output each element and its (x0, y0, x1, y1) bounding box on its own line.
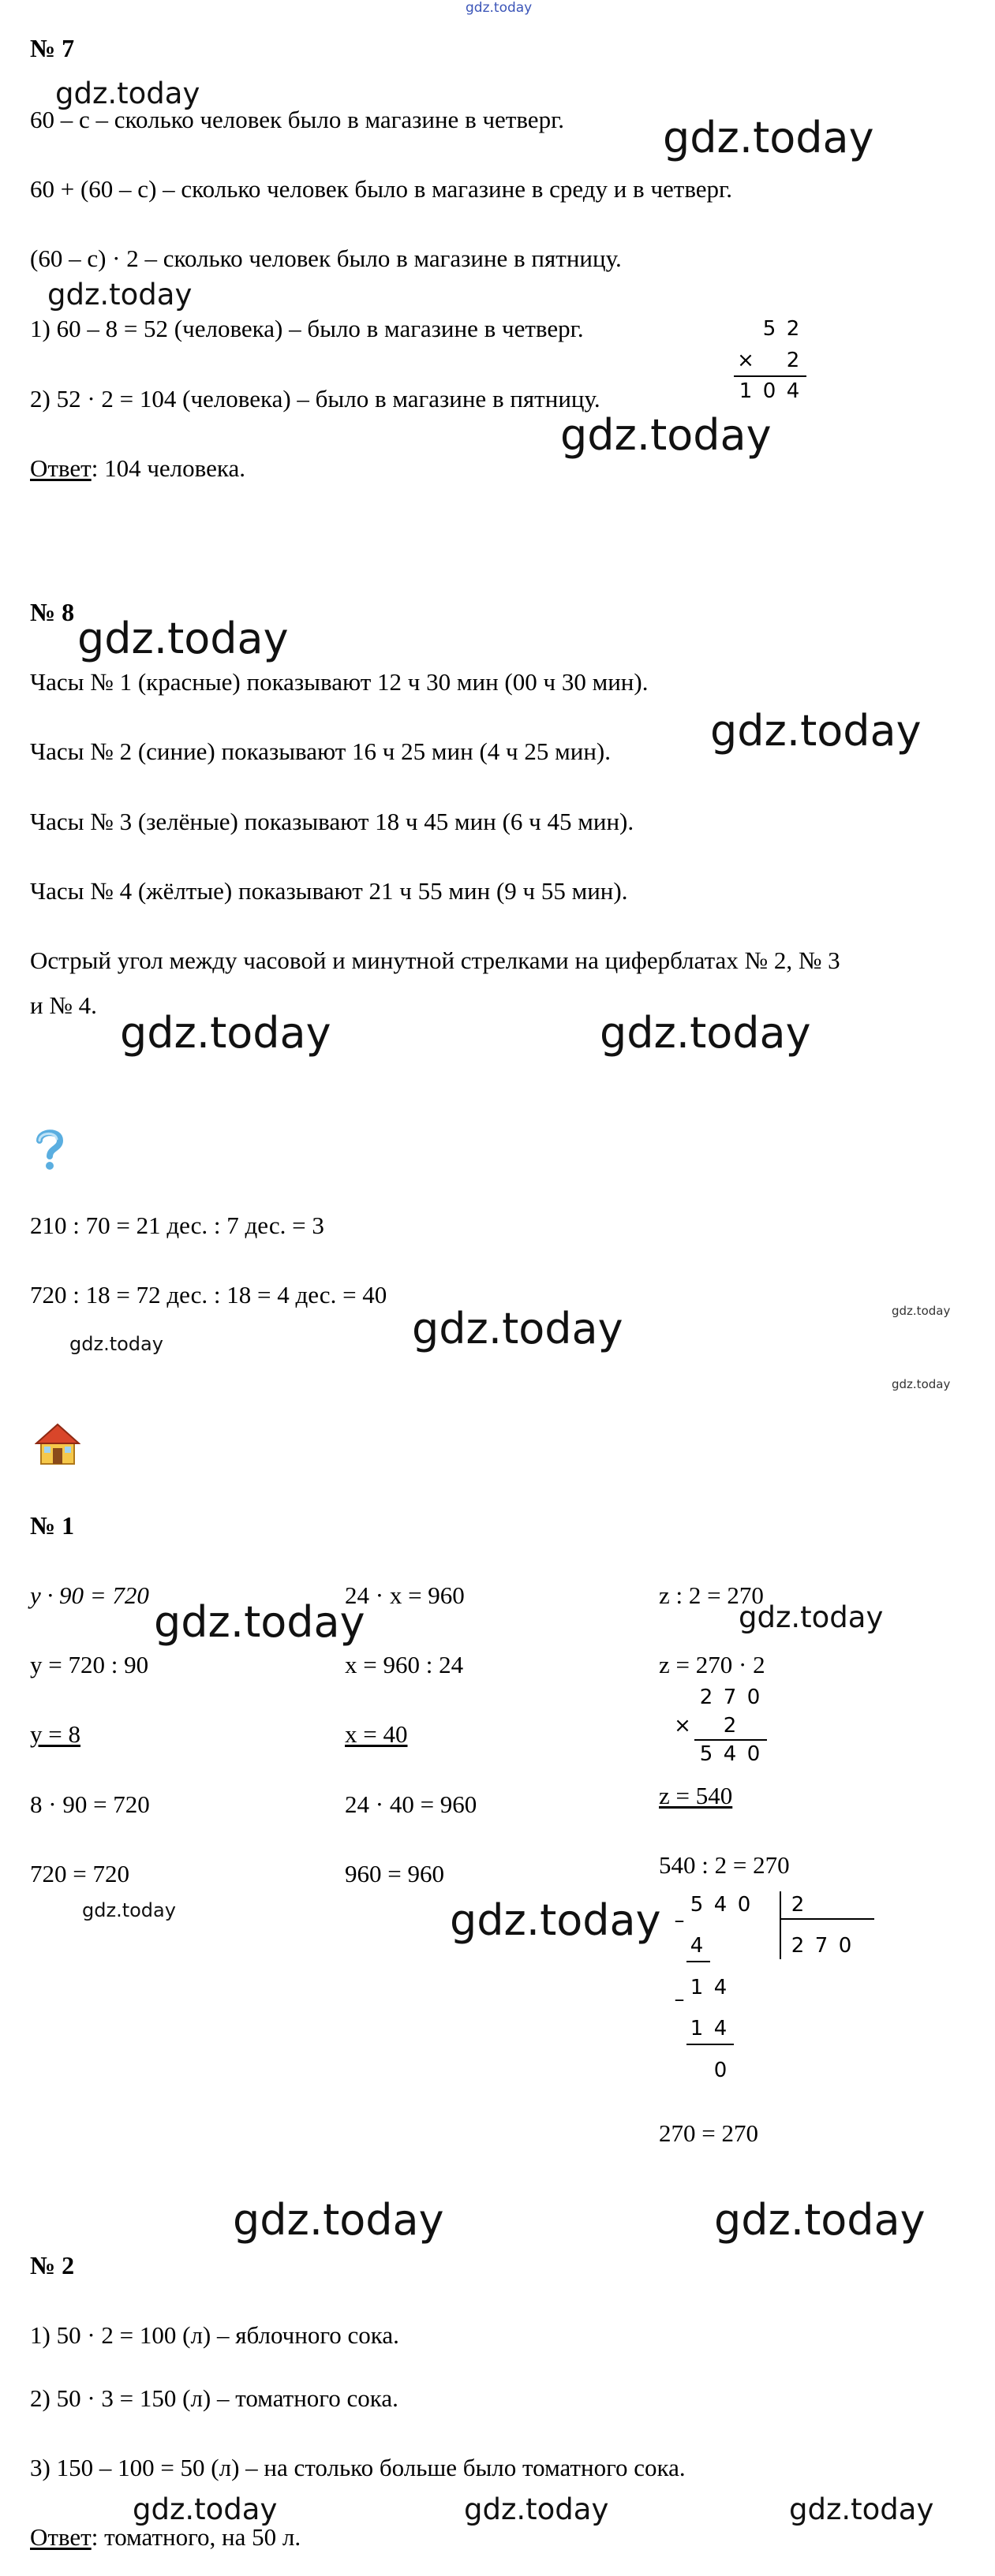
mult-result: 5 4 0 (699, 1742, 761, 1766)
equation-answer: x = 40 (345, 1720, 408, 1748)
div-step: 1 4 (690, 1976, 728, 1999)
watermark: gdz.today (450, 1895, 661, 1945)
task7-line: 1) 60 – 8 = 52 (человека) – было в магазине в четверг. (30, 315, 584, 342)
watermark: gdz.today (133, 2492, 278, 2526)
task2-line: 1) 50 · 2 = 100 (л) – яблочного сока. (30, 2321, 399, 2349)
watermark: gdz.today (892, 1304, 951, 1318)
question-mark-icon (32, 1128, 66, 1172)
equation: 24 · x = 960 (345, 1581, 465, 1609)
mult-row: × 2 (674, 1714, 737, 1738)
task8-line: Часы № 3 (зелёные) показывают 18 ч 45 мин (6 ч 45 мин). (30, 808, 634, 835)
equation-check: 270 = 270 (659, 2119, 758, 2147)
home-task1-heading: № 1 (30, 1511, 75, 1540)
question-line: 720 : 18 = 72 дес. : 18 = 4 дес. = 40 (30, 1281, 387, 1309)
task2-line: 3) 150 – 100 = 50 (л) – на столько больше было томатного сока. (30, 2454, 686, 2481)
task7-line: 60 – с – сколько человек было в магазине в четверг. (30, 106, 565, 133)
watermark: gdz.today (77, 614, 289, 663)
task7-line: 2) 52 · 2 = 104 (человека) – было в магазине в пятницу. (30, 385, 600, 413)
div-dividend: 5 4 0 (690, 1893, 751, 1917)
div-divisor: 2 (791, 1893, 805, 1917)
div-step: 1 4 (690, 2017, 728, 2040)
mult-line (694, 1739, 767, 1741)
watermark: gdz.today (892, 1377, 951, 1391)
answer-label: Ответ (30, 2523, 92, 2551)
home-task2-heading: № 2 (30, 2251, 75, 2279)
task8-line: Часы № 2 (синие) показывают 16 ч 25 мин (4 ч 25 мин). (30, 737, 611, 765)
answer-text: : 104 человека. (91, 454, 245, 482)
calc-result: 1 0 4 (739, 379, 800, 403)
watermark: gdz.today (120, 1008, 331, 1058)
answer-label: Ответ (30, 454, 92, 482)
calc-row: 5 2 (762, 317, 800, 341)
watermark: gdz.today (600, 1008, 811, 1058)
mult-row: 2 7 0 (699, 1686, 761, 1709)
question-line: 210 : 70 = 21 дес. : 7 дес. = 3 (30, 1211, 324, 1239)
div-step: 4 (690, 1934, 704, 1958)
task2-answer (30, 2522, 301, 2552)
div-remainder: 0 (713, 2059, 728, 2082)
watermark: gdz.today (714, 2195, 926, 2245)
equation-answer: y = 8 (30, 1720, 80, 1748)
watermark: gdz.today (82, 1899, 176, 1921)
watermark-top: gdz.today (466, 0, 533, 16)
div-line (686, 2044, 734, 2045)
calc-line (734, 375, 806, 377)
task7-line: 60 + (60 – с) – сколько человек было в магазине в среду и в четверг. (30, 175, 733, 203)
watermark: gdz.today (47, 278, 193, 312)
div-minus: – (674, 1988, 685, 2011)
equation-check: 8 · 90 = 720 (30, 1790, 150, 1818)
div-minus: – (674, 1909, 685, 1932)
equation: y = 720 : 90 (30, 1651, 149, 1678)
div-quotient: 2 7 0 (791, 1934, 852, 1958)
watermark: gdz.today (233, 2195, 444, 2245)
answer-text: : томатного, на 50 л. (91, 2523, 301, 2551)
watermark: gdz.today (739, 1600, 884, 1634)
equation-check: 720 = 720 (30, 1860, 129, 1887)
watermark: gdz.today (55, 77, 200, 110)
equation-check: 540 : 2 = 270 (659, 1851, 790, 1879)
task7-answer (30, 454, 245, 483)
house-icon (35, 1421, 80, 1467)
task7-heading: № 7 (30, 34, 75, 62)
watermark: gdz.today (464, 2492, 609, 2526)
watermark: gdz.today (789, 2492, 934, 2526)
equation-answer: z = 540 (659, 1782, 733, 1809)
watermark: gdz.today (69, 1333, 163, 1355)
watermark: gdz.today (154, 1597, 365, 1647)
watermark: gdz.today (710, 706, 922, 756)
equation: y · 90 = 720 (30, 1581, 149, 1609)
equation-check: 24 · 40 = 960 (345, 1790, 477, 1818)
calc-row: × 2 (737, 349, 800, 372)
div-line (686, 1961, 710, 1962)
task8-heading: № 8 (30, 598, 75, 626)
task8-line: Часы № 4 (жёлтые) показывают 21 ч 55 мин (9 ч 55 мин). (30, 877, 628, 905)
div-vline (780, 1891, 781, 1959)
equation-check: 960 = 960 (345, 1860, 444, 1887)
watermark: gdz.today (663, 113, 874, 162)
div-hline (780, 1918, 874, 1920)
task8-line: Часы № 1 (красные) показывают 12 ч 30 мин (00 ч 30 мин). (30, 668, 649, 696)
equation: x = 960 : 24 (345, 1651, 464, 1678)
task2-line: 2) 50 · 3 = 150 (л) – томатного сока. (30, 2384, 398, 2412)
equation: z : 2 = 270 (659, 1581, 764, 1609)
watermark: gdz.today (560, 410, 772, 460)
equation: z = 270 · 2 (659, 1651, 765, 1678)
task7-line: (60 – с) · 2 – сколько человек было в магазине в пятницу. (30, 245, 622, 272)
task8-line: и № 4. (30, 991, 97, 1019)
watermark: gdz.today (412, 1304, 623, 1353)
task8-line: Острый угол между часовой и минутной стрелками на циферблатах № 2, № 3 (30, 946, 840, 974)
